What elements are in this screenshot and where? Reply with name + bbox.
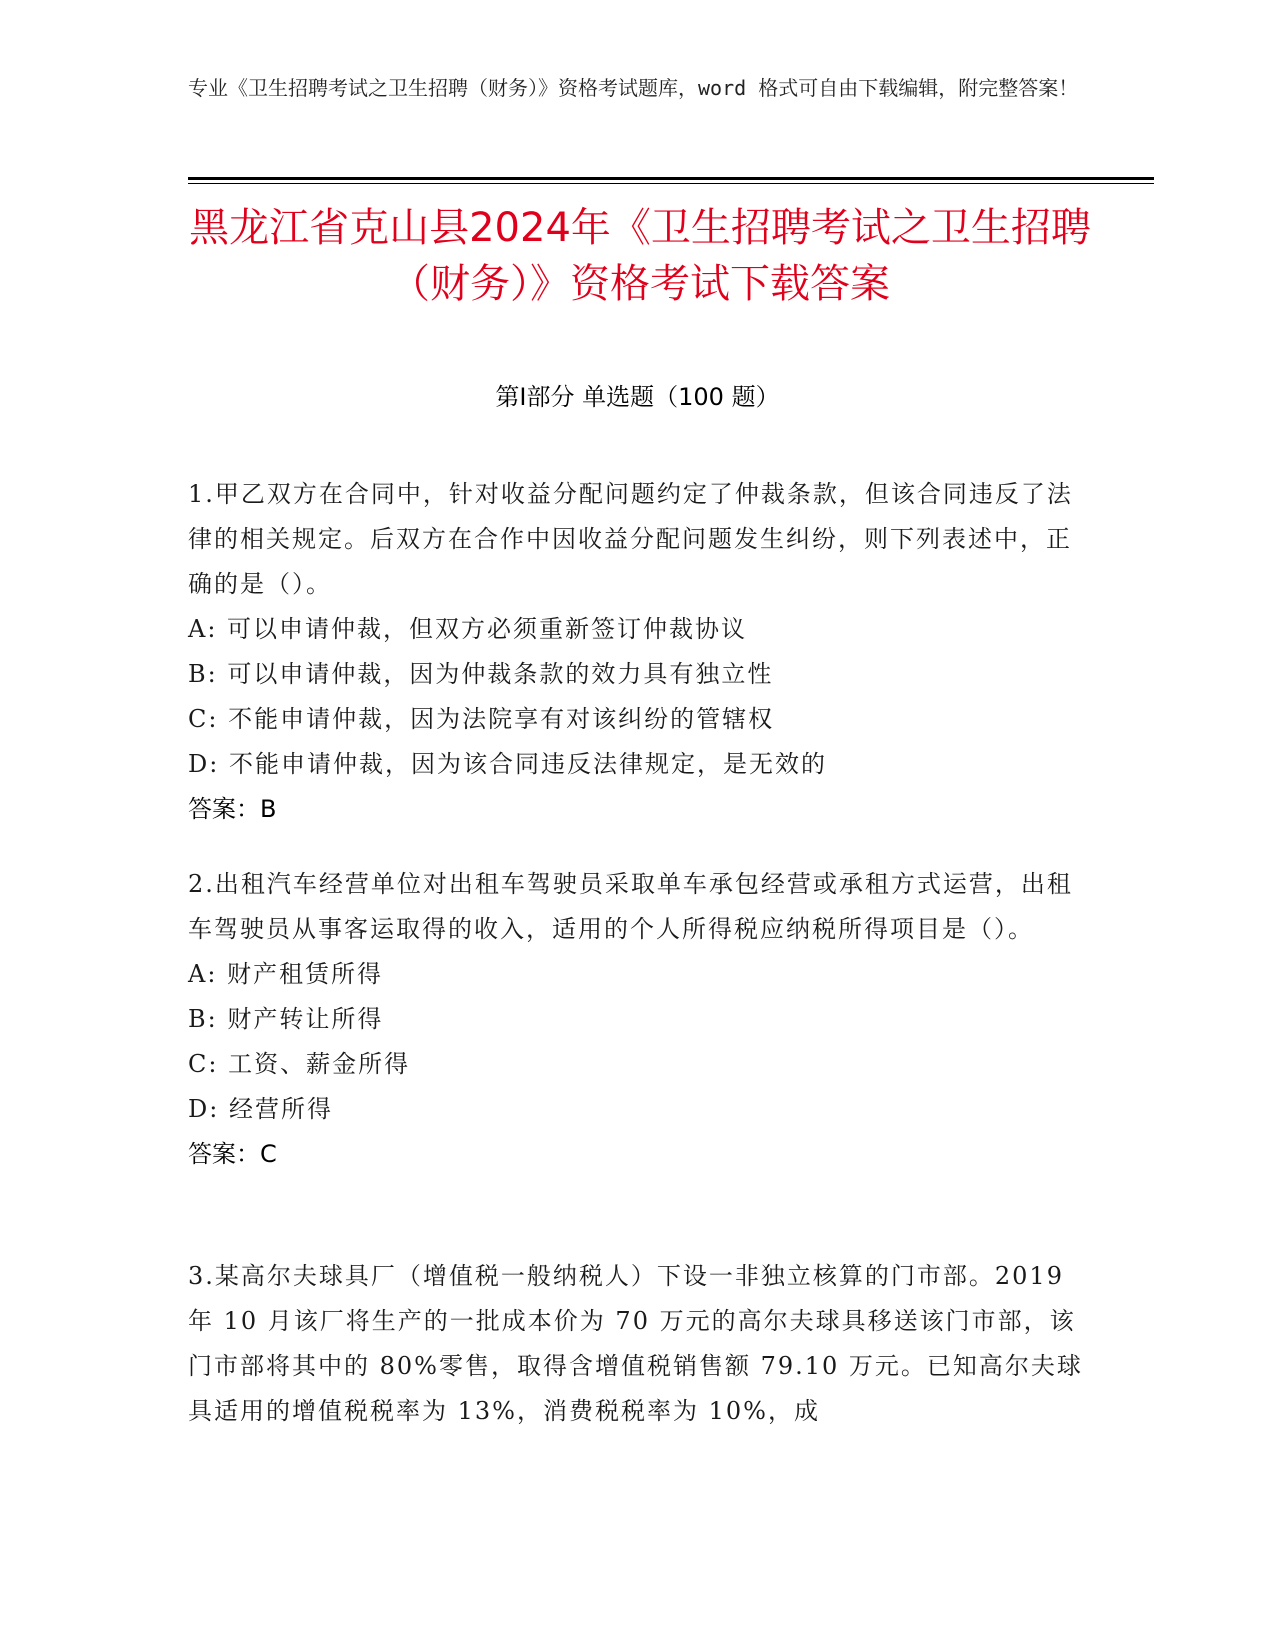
header-note: 专业《卫生招聘考试之卫生招聘（财务）》资格考试题库，word 格式可自由下载编辑，附完整答案！ — [188, 76, 1079, 100]
question-stem: 3.某高尔夫球具厂（增值税一般纳税人）下设一非独立核算的门市部。2019 年 10 月该厂将生产的一批成本价为 70 万元的高尔夫球具移送该门市部，该门市部将其中的 80%零售，取得含增值税销售额 79.10 万元。已知高尔夫球具适用的增值税税率为 13%，消费税税率为 10%，成 — [188, 1262, 1083, 1425]
document-title: 黑龙江省克山县2024年《卫生招聘考试之卫生招聘（财务）》资格考试下载答案 — [189, 205, 1091, 307]
option-c: C: 不能申请仲裁，因为法院享有对该纠纷的管辖权 — [188, 705, 775, 733]
option-d: D: 经营所得 — [188, 1095, 333, 1123]
section-title: 第Ⅰ部分 单选题（100 题） — [495, 383, 780, 411]
question-block — [188, 472, 1088, 832]
question-block — [188, 1254, 1088, 1434]
option-a: A: 财产租赁所得 — [188, 960, 384, 988]
answer-label: 答案：B — [188, 795, 277, 823]
question-stem: 2.出租汽车经营单位对出租车驾驶员采取单车承包经营或承租方式运营，出租车驾驶员从事客运取得的收入，适用的个人所得税应纳税所得项目是（）。 — [188, 870, 1073, 943]
option-a: A: 可以申请仲裁，但双方必须重新签订仲裁协议 — [188, 615, 748, 643]
question-stem: 1.甲乙双方在合同中，针对收益分配问题约定了仲裁条款，但该合同违反了法律的相关规定。后双方在合作中因收益分配问题发生纠纷，则下列表述中，正确的是（）。 — [188, 480, 1073, 598]
answer-label: 答案：C — [188, 1140, 277, 1168]
question-block — [188, 862, 1088, 1177]
header-divider-thick — [188, 177, 1154, 180]
option-d: D: 不能申请仲裁，因为该合同违反法律规定，是无效的 — [188, 750, 827, 778]
option-c: C: 工资、薪金所得 — [188, 1050, 411, 1078]
header-divider-thin — [188, 183, 1154, 184]
option-b: B: 财产转让所得 — [188, 1005, 384, 1033]
option-b: B: 可以申请仲裁，因为仲裁条款的效力具有独立性 — [188, 660, 774, 688]
